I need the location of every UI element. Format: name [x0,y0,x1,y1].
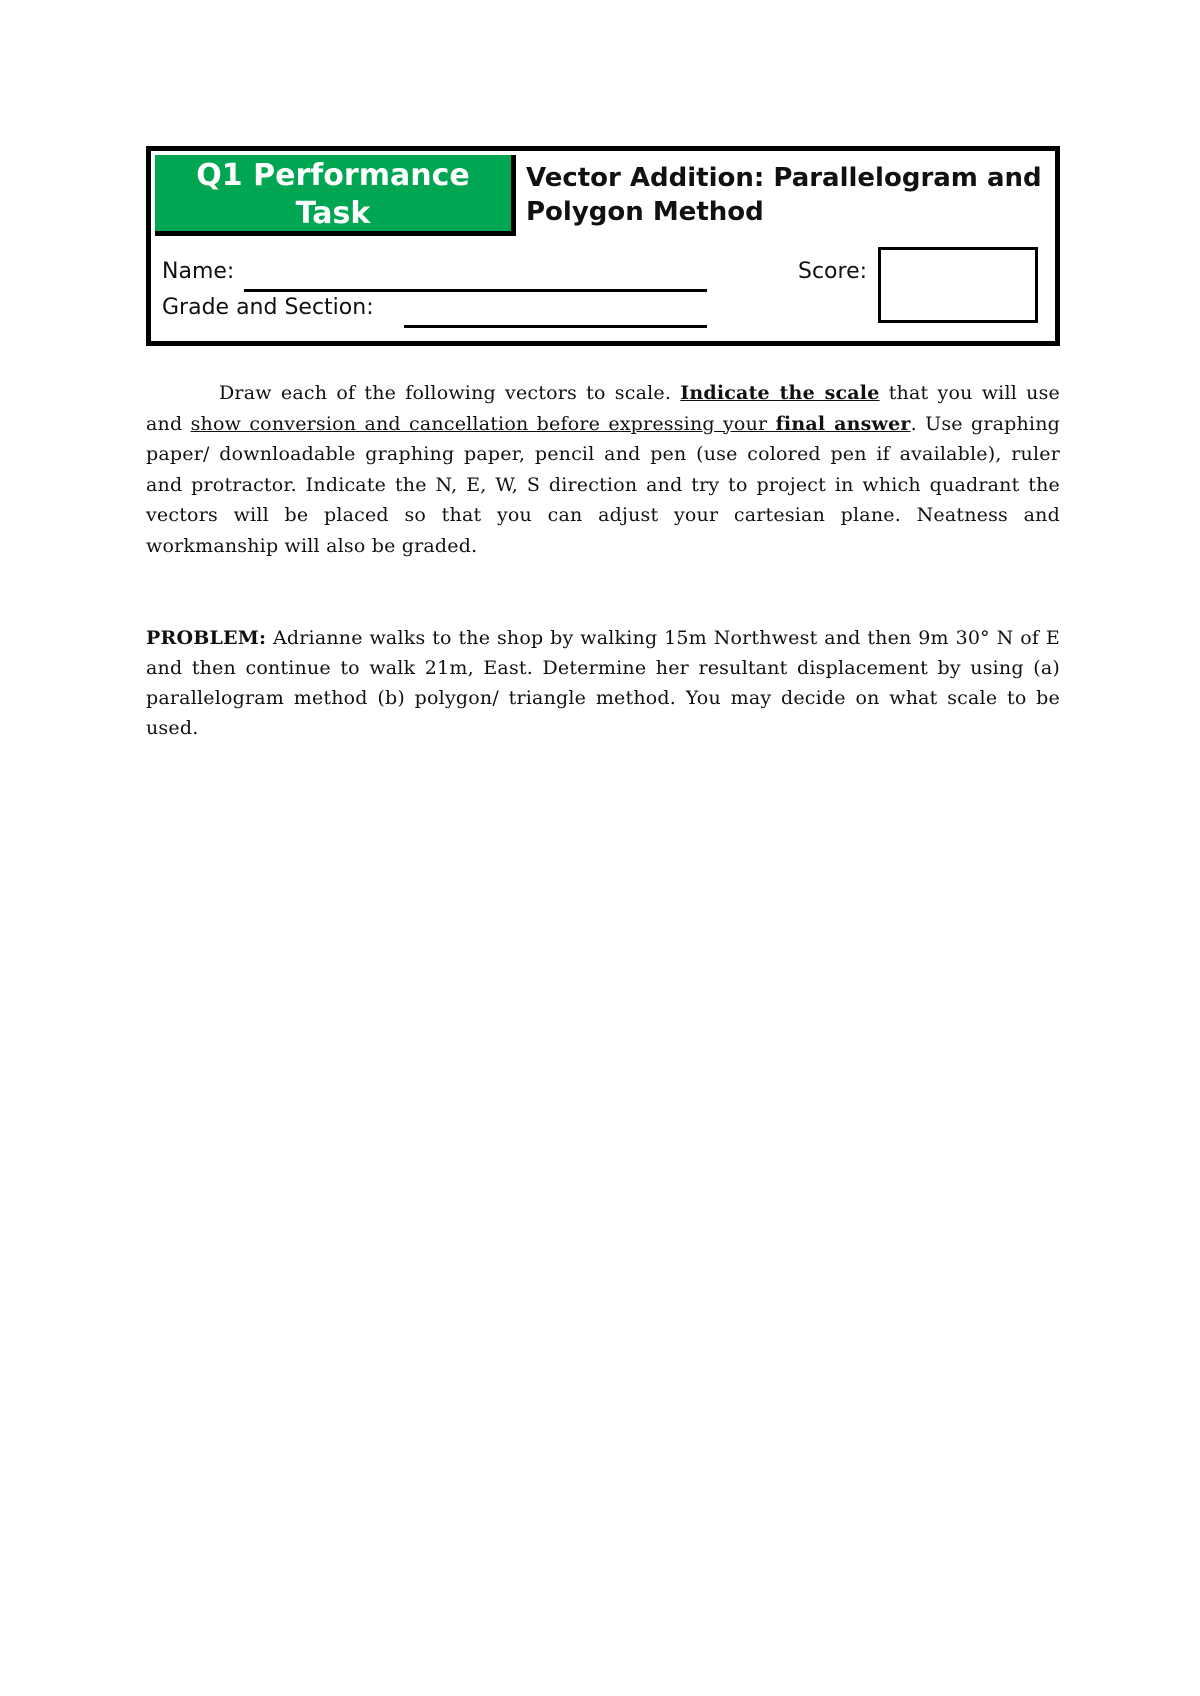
task-title [526,161,1046,229]
name-label: Name: [162,259,235,284]
instructions-part1: Draw each of the following vectors to scale. [219,382,681,404]
grade-section-label: Grade and Section: [162,295,374,320]
instructions-paragraph [146,378,1060,561]
grade-section-line[interactable] [404,325,707,328]
show-conversion-text [191,413,911,435]
task-badge-line2: Task [295,196,371,231]
score-box[interactable] [878,247,1038,323]
header-box [146,146,1060,346]
task-title-line2: Polygon Method [526,197,764,227]
score-label: Score: [798,259,868,284]
problem-paragraph [146,623,1060,743]
task-badge-line1: Q1 Performance [196,158,470,193]
instructions-part2: that you will use and [146,382,1061,435]
problem-label: PROBLEM: [146,627,267,649]
task-title-line1: Vector Addition: Parallelogram and [526,163,1042,193]
final-answer-text: final answer [775,412,911,435]
show-conversion-phrase: show conversion and cancellation before expressing your [190,412,776,435]
task-badge [155,155,516,236]
indicate-scale-text: Indicate the scale [680,382,880,404]
problem-text: Adrianne walks to the shop by walking 15m Northwest and then 9m 30° N of E and then continue to walk 21m, East. Determine her resultant displacement by using (a) parallelogram method (b) polygon/ triangle method. You may decide on what scale to be used. [146,627,1060,739]
instructions-part3: . Use graphing paper/ downloadable graphing paper, pencil and pen (use colored pen if available), ruler and protractor. Indicate the N, E, W, S direction and try to project in which quadrant the vectors will be placed so that you can adjust your cartesian plane. Neatness and workmanship will also be graded. [146,412,1061,557]
name-line[interactable] [244,289,707,292]
